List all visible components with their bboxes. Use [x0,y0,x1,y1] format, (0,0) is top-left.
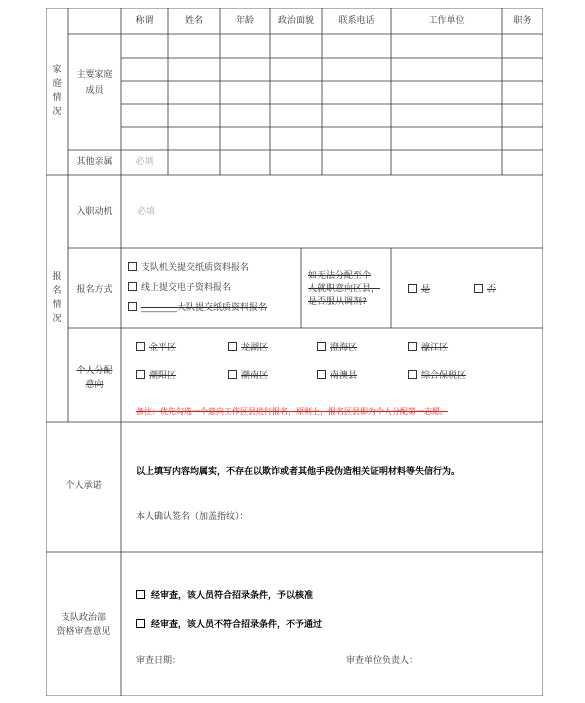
district-option[interactable] [136,370,176,382]
motivation-hint[interactable]: 必填 [137,207,156,217]
header-position: 职务 [513,16,532,26]
checkbox-icon[interactable] [317,342,326,351]
header-workplace: 工作单位 [428,16,465,26]
checkbox-icon[interactable] [474,284,483,293]
checkbox-icon[interactable] [128,282,137,291]
checkbox-icon[interactable] [408,342,417,351]
checkbox-icon[interactable] [408,370,417,379]
assignment-note: 备注：优先勾选一个意向工作区县进行报名，原则上，报名区县即为个人分配第一志愿。 [136,407,448,416]
checkbox-icon[interactable] [128,302,137,311]
registration-section-label: 报 名 情 况 [52,272,62,324]
district-label: 综合保税区 [421,371,467,381]
review-date-label[interactable]: 审查日期： [136,656,182,666]
header-political-status: 政治面貌 [277,16,314,26]
district-label: 龙湖区 [241,343,269,353]
district-option[interactable] [317,342,357,354]
review-approve-label: 经审查，该人员符合招录条件，予以核准 [151,591,314,601]
header-phone: 联系电话 [338,16,375,26]
district-option[interactable] [317,370,357,382]
motivation-label: 入职动机 [76,207,113,217]
district-option[interactable] [228,342,268,354]
adjustment-no-label: 否 [487,285,497,295]
district-label: 澄海区 [330,343,358,353]
checkbox-icon[interactable] [408,284,417,293]
checkbox-icon[interactable] [317,370,326,379]
adjustment-yes-label: 是 [421,285,431,295]
district-label: 潮阳区 [149,371,177,381]
checkbox-icon[interactable] [136,590,145,599]
district-label: 濠江区 [421,343,449,353]
district-label: 潮南区 [241,371,269,381]
adjustment-no[interactable] [474,284,496,296]
commitment-statement: 以上填写内容均属实，不存在以欺诈或者其他手段伪造相关证明材料等失信行为。 [136,467,461,477]
district-option[interactable] [408,342,448,354]
other-relatives-hint: 必填 [135,157,154,167]
method-option-2-label: 线上提交电子资料报名 [141,283,232,293]
method-option-1-label: 支队机关提交纸质资料报名 [141,263,250,273]
checkbox-icon[interactable] [136,370,145,379]
checkbox-icon[interactable] [228,342,237,351]
commitment-label: 个人承诺 [65,481,102,491]
method-option-3-blank: ________ [141,303,177,313]
review-responsible-label[interactable]: 审查单位负责人： [346,656,419,666]
method-option-2[interactable] [128,282,231,294]
review-reject[interactable] [136,619,322,631]
district-option[interactable] [228,370,268,382]
main-members-label: 主要家庭 成员 [76,70,113,96]
district-option[interactable] [408,370,466,382]
review-reject-label: 经审查，该人员不符合招录条件，不予通过 [151,620,323,630]
district-option[interactable] [136,342,176,354]
checkbox-icon[interactable] [136,619,145,628]
registration-form [46,8,543,696]
district-label: 南澳县 [330,371,358,381]
method-option-3[interactable] [128,302,267,314]
adjustment-yes[interactable] [408,284,430,296]
family-section-label: 家 庭 情 况 [52,65,62,117]
method-option-1[interactable] [128,262,249,274]
header-age: 年龄 [235,16,254,26]
adjustment-question: 如无法分配至个 人就职意向区县， 是否服从调剂? [308,271,381,307]
other-relatives-label: 其他亲属 [76,157,113,167]
checkbox-icon[interactable] [128,262,137,271]
checkbox-icon[interactable] [136,342,145,351]
assignment-label: 个人分配 意向 [76,366,113,390]
header-title: 称谓 [135,16,154,26]
district-label: 金平区 [149,343,177,353]
checkbox-icon[interactable] [228,370,237,379]
method-option-3-label: 大队提交纸质资料报名 [177,303,268,313]
signature-label[interactable]: 本人确认签名（加盖指纹）： [136,512,249,522]
header-name: 姓名 [184,16,203,26]
review-approve[interactable] [136,590,313,602]
review-label: 支队政治部 资格审查意见 [56,613,111,637]
method-label: 报名方式 [76,285,113,295]
